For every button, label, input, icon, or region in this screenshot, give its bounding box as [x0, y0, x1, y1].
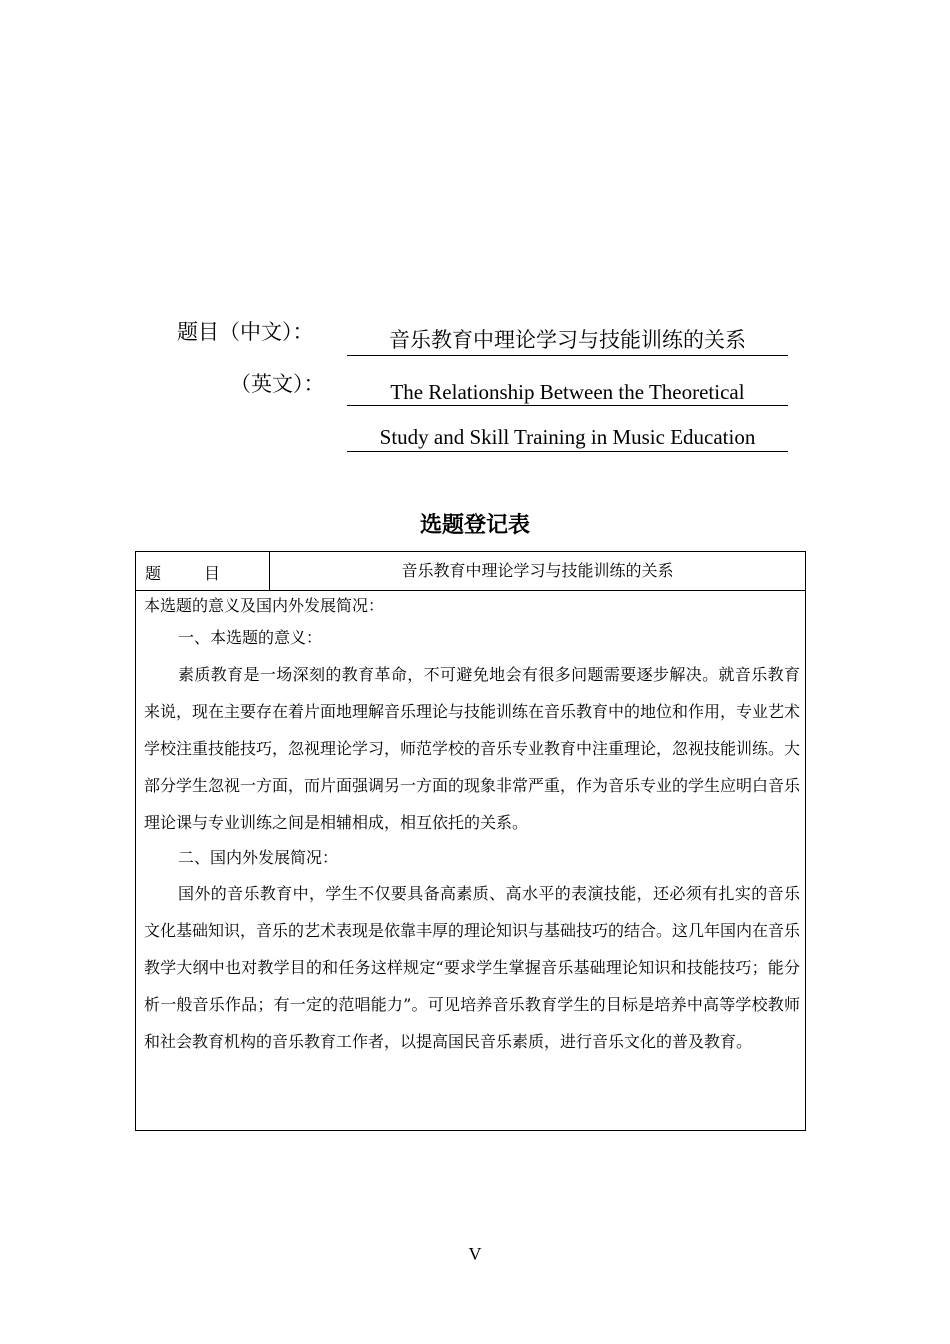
- significance-content: [144, 592, 800, 1060]
- english-title-line-1: The Relationship Between the Theoretical: [347, 379, 788, 406]
- english-title-label: （英文）：: [230, 372, 325, 396]
- english-title-line-2: Study and Skill Training in Music Education: [347, 424, 788, 452]
- section-intro: 本选题的意义及国内外发展简况：: [144, 596, 385, 615]
- topic-label-cell: [136, 552, 270, 590]
- registration-form-table: [135, 551, 806, 1131]
- section1-heading: 一、本选题的意义：: [178, 628, 323, 647]
- topic-row: [136, 552, 805, 591]
- form-heading: 选题登记表: [419, 513, 530, 538]
- title-block: [0, 0, 950, 470]
- chinese-title: 音乐教育中理论学习与技能训练的关系: [347, 326, 788, 356]
- section1-paragraph: 素质教育是一场深刻的教育革命，不可避免地会有很多问题需要逐步解决。就音乐教育来说，现在主要存在着片面地理解音乐理论与技能训练在音乐教育中的地位和作用，专业艺术学校注重技能技巧，忽视理论学习，师范学校的音乐专业教育中注重理论，忽视技能训练。大部分学生忽视一方面，而片面强调另一方面的现象非常严重，作为音乐专业的学生应明白音乐理论课与专业训练之间是相辅相成，相互依托的关系。: [144, 665, 801, 832]
- section2-paragraph: 国外的音乐教育中，学生不仅要具备高素质、高水平的表演技能，还必须有扎实的音乐文化基础知识，音乐的艺术表现是依靠丰厚的理论知识与基础技巧的结合。这几年国内在音乐教学大纲中也对教学目的和任务这样规定“要求学生掌握音乐基础理论知识和技能技巧；能分析一般音乐作品；有一定的范唱能力”。可见培养音乐教育学生的目标是培养中高等学校教师和社会教育机构的音乐教育工作者，以提高国民音乐素质，进行音乐文化的普及教育。: [144, 884, 801, 1051]
- topic-label-char-1: 题: [145, 564, 162, 583]
- section2-heading: 二、国内外发展简况：: [178, 848, 339, 867]
- topic-label-char-2: 目: [204, 564, 221, 583]
- topic-value: 音乐教育中理论学习与技能训练的关系: [401, 561, 674, 580]
- page-number: V: [468, 1244, 482, 1264]
- chinese-title-label: 题目（中文）：: [177, 320, 314, 344]
